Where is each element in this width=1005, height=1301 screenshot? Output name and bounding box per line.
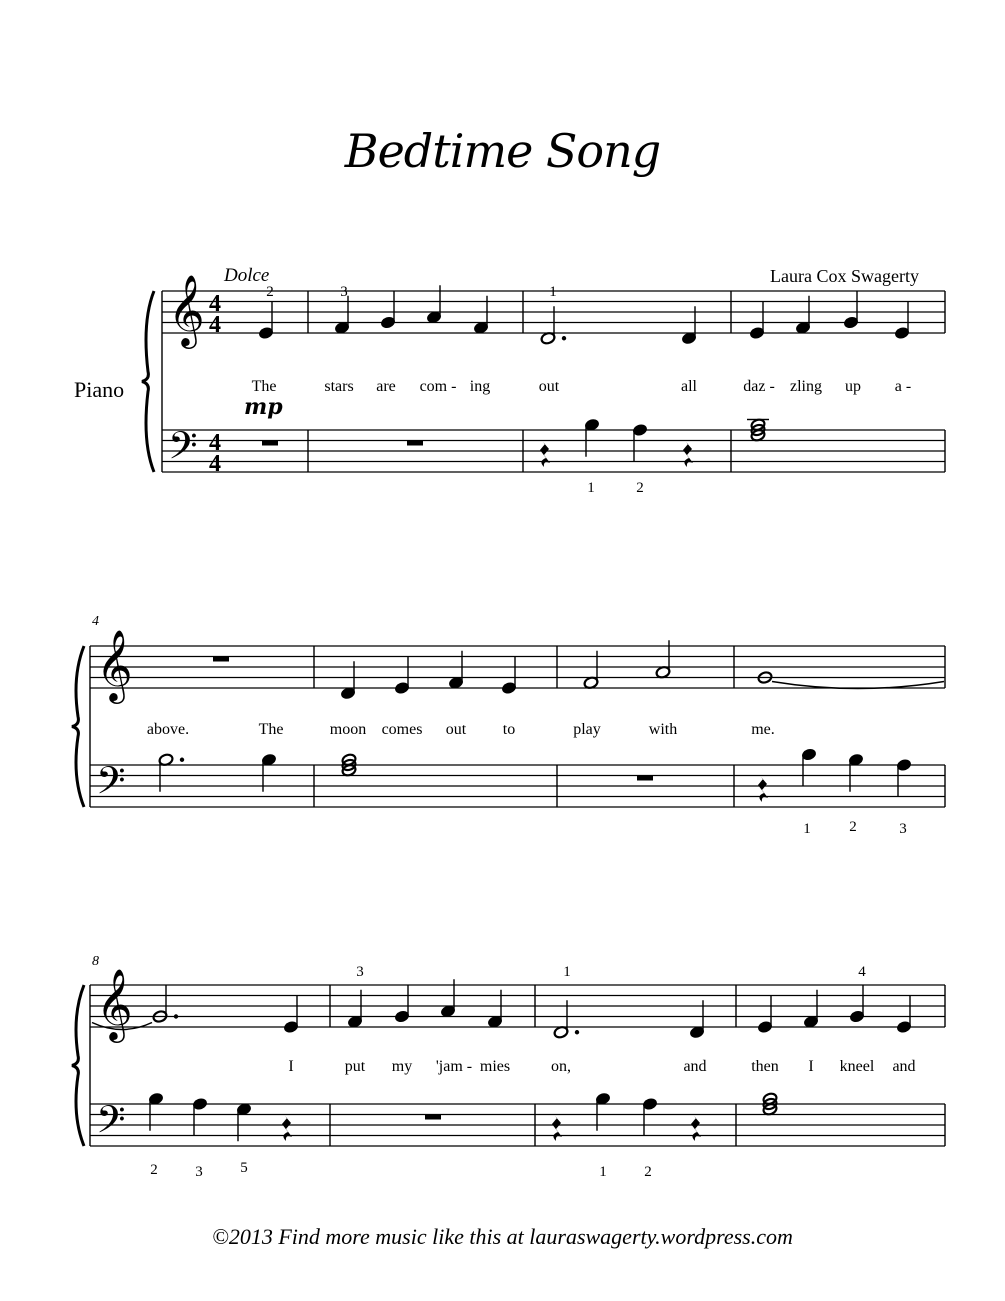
treble-clef: 𝄞 [96,967,133,1040]
fingering-number: 2 [636,480,644,496]
lyric-syllable: to [502,721,516,738]
augmentation-dot [180,758,184,762]
lyric-syllable: zling [790,378,822,395]
lyric-syllable: are [376,378,396,395]
time-signature-top: 4 [209,291,221,317]
whole-rest [213,657,229,662]
quarter-rest [540,442,550,467]
augmentation-dot [562,336,566,340]
lyric-syllable: on, [551,1058,571,1075]
lyric-syllable: The [251,378,277,395]
fingering-number: 3 [340,284,348,300]
lyric-syllable: put [344,1058,366,1075]
fingering-number: 2 [266,284,274,300]
fingering-number: 2 [150,1162,158,1178]
fingering-number: 4 [858,964,866,980]
lyric-syllable: up [845,378,861,395]
lyric-syllable: my [391,1058,413,1075]
lyric-syllable: play [573,721,601,738]
whole-rest [425,1115,441,1120]
lyric-syllable: I [288,1058,294,1075]
grand-staff-brace [142,291,154,472]
quarter-rest [552,1116,562,1141]
fingering-number: 3 [899,821,907,837]
lyric-syllable: and [892,1058,916,1075]
lyric-syllable: daz - [743,378,775,395]
lyric-syllable: comes [381,721,423,738]
treble-clef: 𝄞 [168,273,205,346]
measure-number: 8 [92,954,99,969]
composer-name: Laura Cox Swagerty [770,266,919,286]
lyric-syllable: me. [751,721,775,738]
grand-staff-brace [72,646,84,807]
fingering-number: 1 [549,284,557,300]
augmentation-dot [174,1014,178,1018]
lyric-syllable: stars [324,378,354,395]
lyric-syllable: ing [469,378,491,395]
whole-rest [407,441,423,446]
fingering-number: 5 [240,1160,248,1176]
lyric-syllable: then [751,1058,779,1075]
instrument-label: Piano [74,377,125,402]
song-title: Bedtime Song [344,124,661,178]
dynamic-marking: mp [244,394,283,420]
whole-rest [637,776,653,781]
quarter-rest [691,1116,701,1141]
fingering-number: 1 [563,964,571,980]
bass-clef: 𝄢 [96,758,126,812]
lyric-syllable: 'jam - [435,1058,473,1075]
fingering-number: 1 [587,480,595,496]
footer-copyright: ©2013 Find more music like this at lauraswagerty.wordpress.com [212,1224,793,1249]
treble-clef: 𝄞 [96,628,133,701]
fingering-number: 1 [599,1164,607,1180]
measure-number: 4 [92,614,99,629]
bass-clef: 𝄢 [168,423,198,477]
time-signature-bottom: 4 [209,451,221,477]
quarter-rest [282,1116,292,1141]
tempo-marking: Dolce [224,265,270,286]
lyric-syllable: out [445,721,467,738]
quarter-rest [683,442,693,467]
lyric-syllable: com - [419,378,457,395]
fingering-number: 2 [849,819,857,835]
lyric-syllable: above. [146,721,190,738]
lyric-syllable: kneel [839,1058,875,1075]
fingering-number: 1 [803,821,811,837]
lyric-syllable: and [683,1058,707,1075]
lyric-syllable: a - [894,378,912,395]
whole-rest [262,441,278,446]
time-signature-top: 4 [209,430,221,456]
lyric-syllable: out [538,378,560,395]
lyric-syllable: I [808,1058,814,1075]
lyric-syllable: mies [479,1058,511,1075]
lyric-syllable: all [681,378,697,395]
augmentation-dot [575,1030,579,1034]
quarter-rest [758,777,768,802]
grand-staff-brace [72,985,84,1146]
lyric-syllable: The [258,721,284,738]
time-signature-bottom: 4 [209,312,221,338]
fingering-number: 3 [356,964,364,980]
lyric-syllable: with [648,721,678,738]
fingering-number: 3 [195,1164,203,1180]
bass-clef: 𝄢 [96,1097,126,1151]
fingering-number: 2 [644,1164,652,1180]
lyric-syllable: moon [329,721,367,738]
